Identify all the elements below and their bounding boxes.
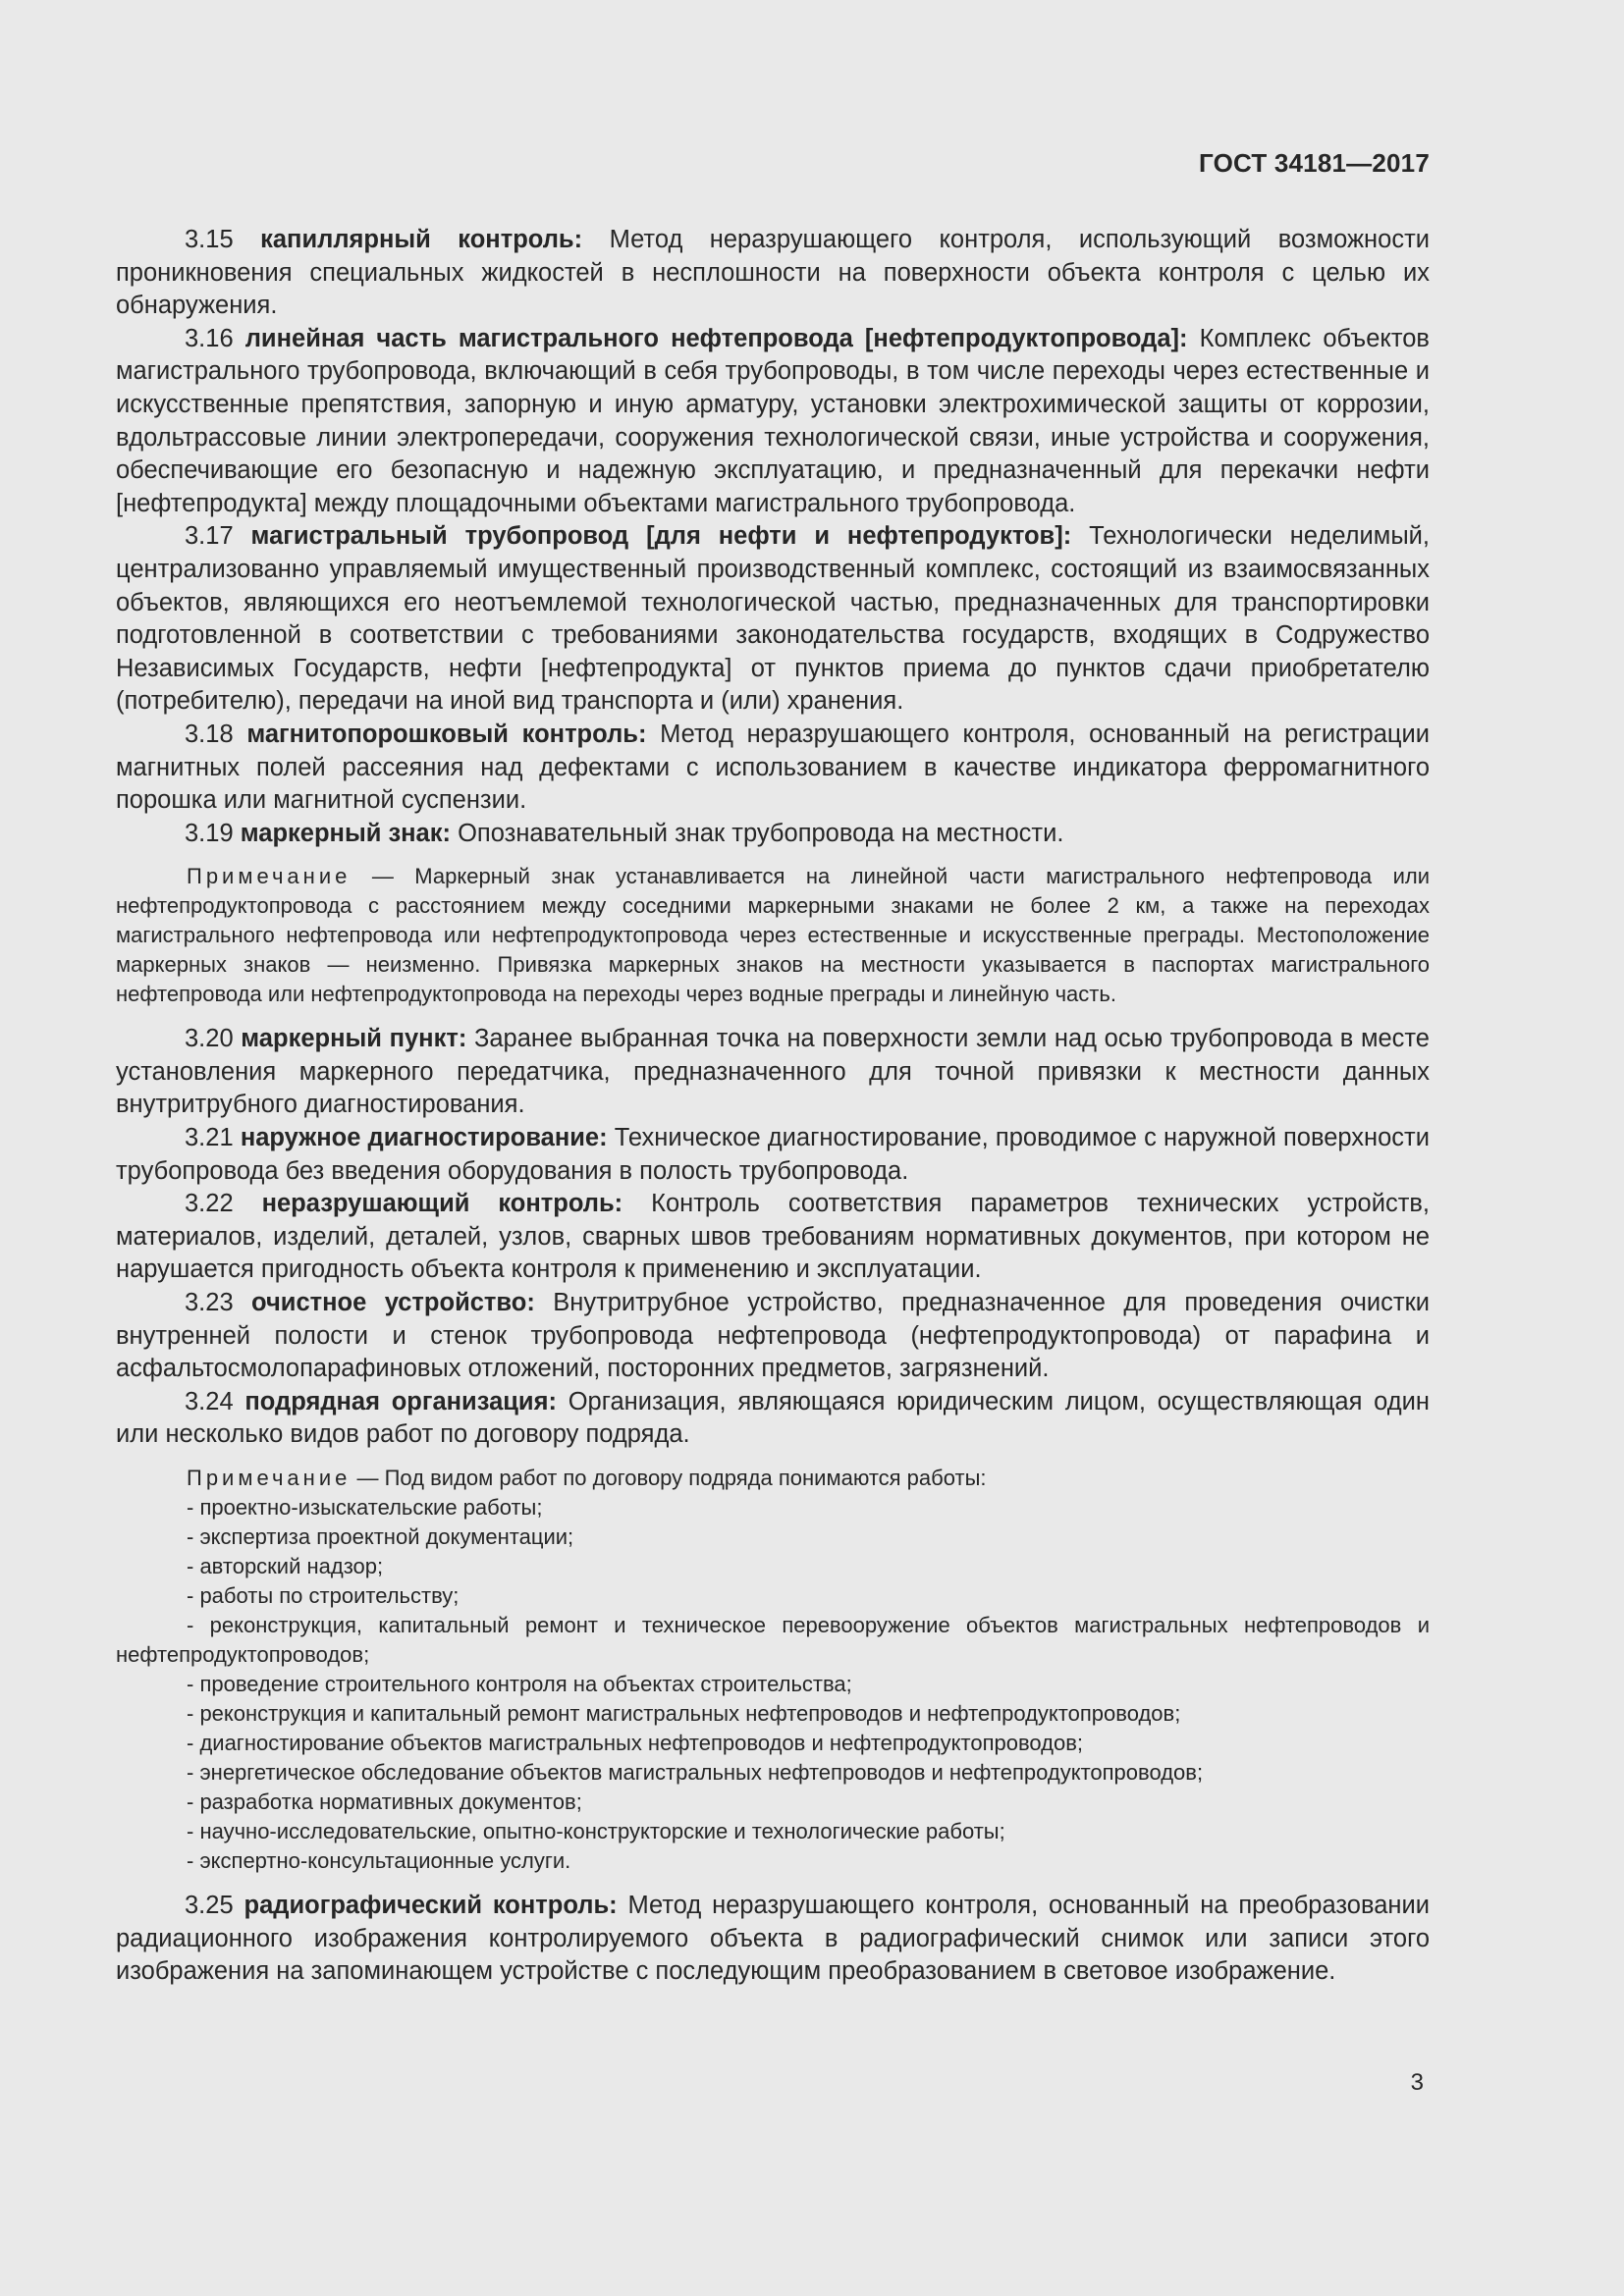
term-number: 3.23: [185, 1289, 234, 1317]
term-3-23: [116, 1287, 1430, 1386]
term-title: радиографический контроль:: [244, 1892, 618, 1919]
term-title: магистральный трубопровод [для нефти и нефтепродуктов]:: [250, 522, 1072, 551]
list-item: - экспертиза проектной документации;: [187, 1524, 574, 1549]
term-definition: Комплекс объектов магистрального трубопровода, включающий в себя трубопроводы, в том числе переходы через естественные и искусственные препятствия, запорную и иную арматуру, установки электрохимической защиты от коррозии, вдольтрассовые линии электропередачи, сооружения технологической связи, иные устройства и сооружения, обеспечивающие его безопасную и надежную эксплуатацию, и предназначенный для перекачки нефти [нефтепродукта] между площадочными объектами магистрального трубопровода.: [116, 324, 1430, 517]
term-title: маркерный знак:: [240, 819, 451, 847]
term-number: 3.22: [185, 1190, 234, 1218]
note-marker-sign: [116, 862, 1430, 1009]
term-definition: Организация, являющаяся юридическим лицом, осуществляющая один или несколько видов работ по договору подряда.: [116, 1387, 1430, 1449]
term-title: наружное диагностирование:: [240, 1124, 608, 1152]
list-item: - экспертно-консультационные услуги.: [187, 1848, 571, 1873]
term-3-16: [116, 323, 1430, 521]
term-3-21: [116, 1122, 1430, 1188]
term-number: 3.21: [185, 1124, 234, 1152]
term-definition: Контроль соответствия параметров технических устройств, материалов, изделий, деталей, узлов, сварных швов требованиям нормативных документов, при котором не нарушается пригодность объекта контроля к применению и эксплуатации.: [116, 1190, 1430, 1284]
term-number: 3.25: [185, 1892, 234, 1919]
term-definition: Внутритрубное устройство, предназначенное для проведения очистки внутренней полости и стенок трубопровода нефтепровода (нефтепродуктопровода) от парафина и асфальтосмолопарафиновых отложений, посторонних предметов, загрязнений.: [116, 1289, 1430, 1383]
term-definition: Метод неразрушающего контроля, основанный на регистрации магнитных полей рассеяния над дефектами с использованием в качестве индикатора ферромагнитного порошка или магнитной суспензии.: [116, 720, 1430, 815]
term-3-19: [116, 818, 1430, 851]
term-definition: Заранее выбранная точка на поверхности земли над осью трубопровода в месте установления маркерного передатчика, предназначенного для точной привязки к местности данных внутритрубного диагностирования.: [116, 1025, 1430, 1119]
term-number: 3.20: [185, 1025, 234, 1053]
term-title: очистное устройство:: [251, 1289, 535, 1317]
term-title: линейная часть магистрального нефтепровода [нефтепродуктопровода]:: [244, 324, 1188, 352]
term-number: 3.24: [185, 1387, 234, 1415]
terms-content: [116, 224, 1430, 1989]
term-number: 3.15: [185, 226, 234, 253]
term-3-22: [116, 1188, 1430, 1287]
note-text: — Под видом работ по договору подряда понимаются работы:: [356, 1466, 987, 1490]
note-label: Примечание: [187, 864, 352, 889]
term-definition: Метод неразрушающего контроля, основанный на преобразовании радиационного изображения контролируемого объекта в радиографический снимок или записи этого изображения на запоминающем устройстве с последующим преобразованием в световое изображение.: [116, 1892, 1430, 1986]
term-3-17: [116, 520, 1430, 719]
term-3-18: [116, 719, 1430, 818]
document-page: [116, 0, 1430, 2296]
list-item: - диагностирование объектов магистральных нефтепроводов и нефтепродуктопроводов;: [187, 1731, 1084, 1755]
note-label: Примечание: [187, 1466, 352, 1490]
standard-designation: ГОСТ 34181—2017: [1199, 148, 1430, 178]
term-3-25: [116, 1890, 1430, 1989]
term-definition: Опознавательный знак трубопровода на местности.: [458, 819, 1064, 847]
term-title: магнитопорошковый контроль:: [246, 720, 647, 748]
term-title: маркерный пункт:: [241, 1025, 467, 1053]
note-text: — Маркерный знак устанавливается на линейной части магистрального нефтепровода или нефтепродуктопровода с расстоянием между соседними маркерными знаками не более 2 км, а также на переходах магистрального нефтепровода или нефтепродуктопровода через естественные и искусственные преграды. Местоположение маркерных знаков — неизменно. Привязка маркерных знаков на местности указывается в паспортах магистрального нефтепровода или нефтепродуктопровода на переходы через водные преграды и линейную часть.: [116, 864, 1430, 1007]
list-item: - проведение строительного контроля на объектах строительства;: [187, 1672, 852, 1696]
term-definition: Техническое диагностирование, проводимое с наружной поверхности трубопровода без введения оборудования в полость трубопровода.: [116, 1124, 1430, 1185]
term-title: неразрушающий контроль:: [261, 1190, 623, 1218]
list-item: - научно-исследовательские, опытно-конструкторские и технологические работы;: [187, 1819, 1005, 1843]
list-item: - проектно-изыскательские работы;: [187, 1495, 543, 1520]
list-item: - авторский надзор;: [187, 1554, 384, 1578]
term-number: 3.19: [185, 819, 234, 847]
term-title: капиллярный контроль:: [260, 226, 583, 253]
term-3-24: [116, 1386, 1430, 1452]
page-number: 3: [1410, 2069, 1424, 2096]
term-3-20: [116, 1023, 1430, 1122]
list-item: - реконструкция, капитальный ремонт и техническое перевооружение объектов магистральных нефтепроводов и нефтепродуктопроводов;: [116, 1613, 1430, 1667]
term-number: 3.18: [185, 720, 234, 748]
list-item: - реконструкция и капитальный ремонт магистральных нефтепроводов и нефтепродуктопроводов;: [187, 1701, 1181, 1726]
term-number: 3.16: [185, 324, 234, 352]
term-definition: Технологически неделимый, централизованно управляемый имущественный производственный комплекс, состоящий из взаимосвязанных объектов, являющихся его неотъемлемой технологической частью, предназначенных для транспортировки подготовленной в соответствии с требованиями законодательства государств, входящих в Содружество Независимых Государств, нефти [нефтепродукта] от пунктов приема до пунктов сдачи приобретателю (потребителю), передачи на иной вид транспорта и (или) хранения.: [116, 522, 1430, 716]
list-item: - работы по строительству;: [187, 1583, 460, 1608]
term-title: подрядная организация:: [244, 1387, 557, 1415]
note-contract-works: [116, 1464, 1430, 1876]
term-number: 3.17: [185, 522, 234, 551]
term-3-15: [116, 224, 1430, 323]
term-definition: Метод неразрушающего контроля, использующий возможности проникновения специальных жидкостей в несплошности на поверхности объекта контроля с целью их обнаружения.: [116, 226, 1430, 320]
list-item: - разработка нормативных документов;: [187, 1789, 582, 1814]
list-item: - энергетическое обследование объектов магистральных нефтепроводов и нефтепродуктопроводов;: [187, 1760, 1204, 1785]
